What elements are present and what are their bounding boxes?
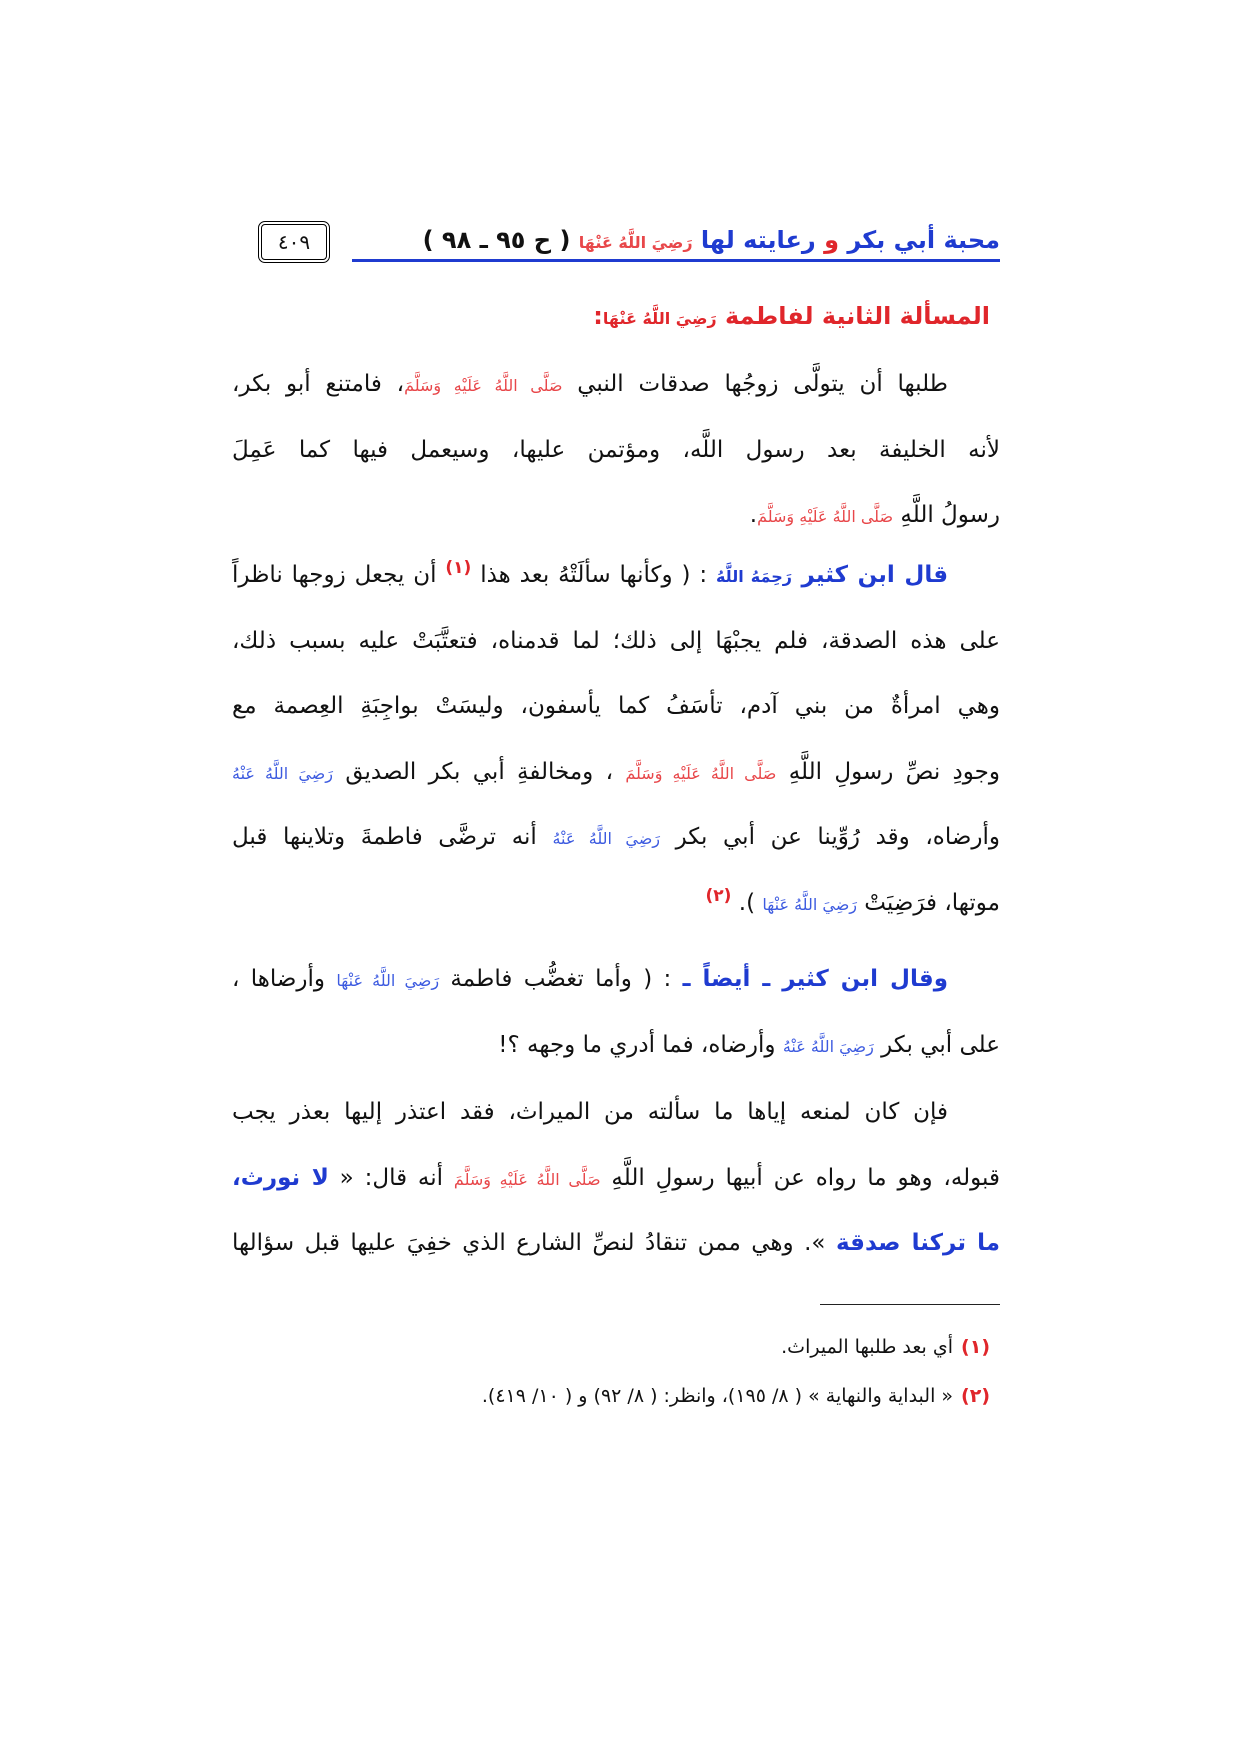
page-number: [258, 221, 330, 263]
footnote-2-text: « البداية والنهاية » ( ٨/ ١٩٥)، وانظر: ( ٨/ ٩٢) و ( ١٠/ ٤١٩).: [481, 1385, 954, 1407]
header-title-part-2: رعايته لها: [700, 226, 816, 254]
paragraph-4-line-1: [232, 1080, 1000, 1146]
footnote-ref-2: (٢): [705, 885, 732, 906]
paragraph-4-line-3: [232, 1211, 1000, 1277]
text-segment: موتها، فرَضِيَتْ: [857, 889, 1000, 916]
header-hadith-range: ( ح ٩٥ ـ ٩٨ ): [422, 226, 571, 254]
text-segment: ». وهي ممن تنقادُ لنصِّ الشارع الذي خفِيَ عليها قبل سؤالها: [232, 1230, 836, 1257]
honorific-radiya: رَضِيَ اللَّهُ عَنْهَا: [762, 894, 857, 914]
honorific-radiya: رَضِيَ اللَّهُ عَنْهُ: [552, 829, 660, 849]
footnote-1: [232, 1323, 1000, 1372]
text-segment: أنه ترضَّى فاطمةَ وتلاينها قبل: [232, 824, 553, 851]
paragraph-1: [232, 352, 1000, 549]
header-honorific: رَضِيَ اللَّهُ عَنْهَا: [578, 233, 693, 252]
running-header: [423, 220, 1000, 260]
paragraph-2-line-5: [232, 805, 1000, 871]
honorific-radiya: رَضِيَ اللَّهُ عَنْهُ: [232, 763, 333, 783]
footnote-separator: [820, 1304, 1000, 1305]
text-segment: فإن كان لمنعه إياها ما سألته من الميراث، فقد اعتذر إليها بعذر يجب: [232, 1099, 948, 1125]
paragraph-1-line-2: [232, 418, 1000, 484]
paragraph-2-line-6: [232, 871, 1000, 937]
honorific-rahimahu: رَحِمَهُ اللَّهُ: [715, 567, 792, 586]
text-segment: على أبي بكر: [873, 1031, 1000, 1058]
text-segment: : ( وكأنها سألَتْهُ بعد هذا: [471, 562, 716, 588]
text-segment: ، ومخالفةِ أبي بكر الصديق: [333, 758, 626, 785]
header-title-conjunction: و: [824, 226, 839, 254]
hadith-quote: لا نورث،: [232, 1164, 329, 1191]
text-segment: وأرضاها ،: [232, 966, 337, 992]
section-heading-text: المسألة الثانية لفاطمة: [725, 302, 990, 330]
hadith-quote: ما تركنا صدقة: [835, 1230, 1000, 1257]
section-heading-honorific: رَضِيَ اللَّهُ عَنْهَا: [602, 309, 717, 328]
text-segment: وأرضاه، وقد رُوِّينا عن أبي بكر: [660, 824, 1000, 851]
paragraph-2-line-1: [232, 543, 1000, 609]
paragraph-4-line-2: [232, 1146, 1000, 1212]
honorific-salla: صَلَّى اللَّهُ عَلَيْهِ وَسَلَّمَ: [404, 376, 563, 395]
quote-attribution: قال ابن كثير: [791, 562, 949, 588]
paragraph-3: [232, 947, 1000, 1078]
footnote-2-number: (٢): [961, 1385, 990, 1407]
footnotes: [232, 1323, 1000, 1421]
paragraph-2-line-2: [232, 609, 1000, 675]
text-segment: أنه قال: «: [328, 1164, 454, 1191]
honorific-salla: صَلَّى اللَّهُ عَلَيْهِ وَسَلَّمَ: [453, 1169, 601, 1189]
text-segment: أن يجعل زوجها ناظراً: [232, 562, 446, 588]
footnote-1-text: أي بعد طلبها الميراث.: [781, 1336, 954, 1358]
honorific-radiya: رَضِيَ اللَّهُ عَنْهُ: [782, 1036, 874, 1056]
text-segment: وجودِ نصِّ رسولِ اللَّهِ: [776, 758, 1001, 785]
paragraph-3-line-1: [232, 947, 1000, 1013]
honorific-salla: صَلَّى اللَّهُ عَلَيْهِ وَسَلَّمَ: [757, 507, 894, 527]
honorific-radiya: رَضِيَ اللَّهُ عَنْهَا: [336, 971, 440, 990]
text-segment: ، فامتنع أبو بكر،: [232, 371, 405, 397]
footnote-2: [232, 1372, 1000, 1421]
text-segment: وهي امرأةٌ من بني آدم، تأسَفُ كما يأسفون، وليسَتْ بواجِبَةِ العِصمة مع: [232, 693, 1000, 720]
text-segment: رسولُ اللَّهِ: [893, 502, 1000, 529]
text-segment: : ( وأما تغضُّب فاطمة: [439, 966, 683, 992]
paragraph-2-line-3: [232, 674, 1000, 740]
text-segment: على هذه الصدقة، فلم يجبْهَا إلى ذلك؛ لما قدمناه، فتعتَّبَتْ عليه بسبب ذلك،: [232, 627, 1000, 654]
footnote-ref-1: (١): [445, 558, 472, 578]
header-title-part-1: محبة أبي بكر: [847, 226, 1000, 254]
text-segment: وأرضاه، فما أدري ما وجهه ؟!: [498, 1031, 783, 1058]
text-segment: قبوله، وهو ما رواه عن أبيها رسولِ اللَّهِ: [600, 1164, 1000, 1191]
header-underline: [352, 259, 1000, 262]
paragraph-3-line-2: [232, 1013, 1000, 1079]
paragraph-1-line-1: [232, 352, 1000, 418]
section-heading: [593, 296, 990, 336]
text-segment: طلبها أن يتولَّى زوجُها صدقات النبي: [562, 371, 948, 397]
text-segment: لأنه الخليفة بعد رسول اللَّه، ومؤتمن عليها، وسيعمل فيها كما عَمِلَ: [232, 436, 1000, 463]
text-segment: ).: [731, 889, 763, 916]
text-segment: .: [749, 502, 758, 529]
paragraph-2-line-4: [232, 740, 1000, 806]
honorific-salla: صَلَّى اللَّهُ عَلَيْهِ وَسَلَّمَ: [625, 763, 777, 783]
page-number-text: ٤٠٩: [277, 230, 311, 254]
section-heading-colon: :: [593, 302, 603, 330]
quote-attribution: وقال ابن كثير ـ أيضاً ـ: [682, 966, 948, 992]
footnote-1-number: (١): [961, 1336, 990, 1358]
paragraph-2: [232, 543, 1000, 937]
paragraph-1-line-3: [232, 483, 1000, 549]
paragraph-4: [232, 1080, 1000, 1277]
